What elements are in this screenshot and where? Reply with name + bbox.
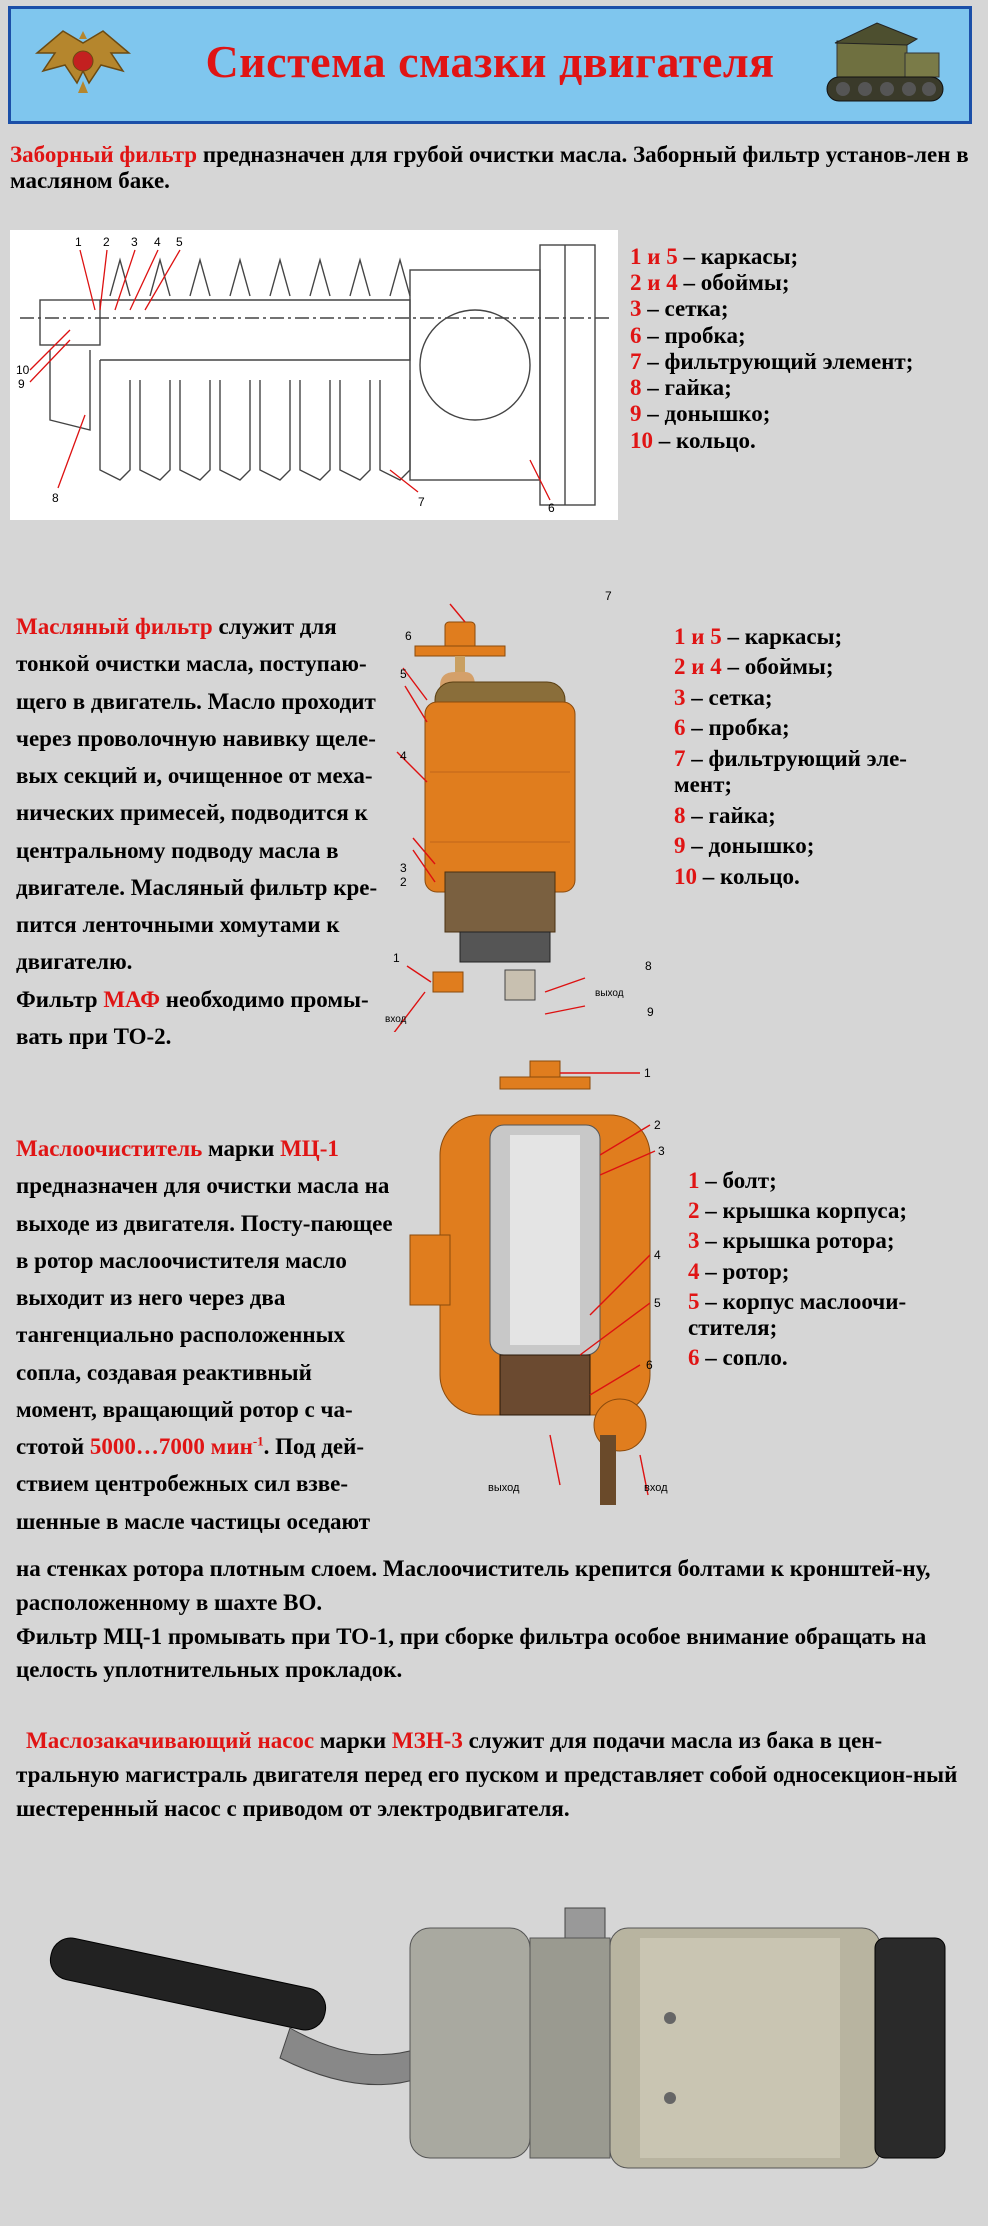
legend-item: 3 – сетка; xyxy=(674,684,773,710)
svg-text:1: 1 xyxy=(644,1066,651,1080)
svg-text:7: 7 xyxy=(605,589,612,603)
legend-item: 8 – гайка; xyxy=(674,802,776,828)
svg-text:3: 3 xyxy=(400,861,407,875)
legend-item: 10 – кольцо. xyxy=(674,863,800,889)
intake-filter-text: предназначен для грубой очистки масла. Заборный фильтр установ-лен в масляном баке. xyxy=(10,142,969,194)
legend-item: 10 – кольцо. xyxy=(630,427,756,453)
svg-text:4: 4 xyxy=(400,749,407,763)
intake-diagram-label: 5 xyxy=(176,235,183,249)
legend-item: 4 – ротор; xyxy=(688,1258,790,1284)
legend-item: 7 – фильтрующий эле-мент; xyxy=(674,745,907,798)
tracked-vehicle-icon xyxy=(817,21,947,117)
page-header xyxy=(8,6,972,124)
legend-item: 9 – донышко; xyxy=(674,833,815,859)
legend-item: 2 и 4 – обоймы; xyxy=(630,270,790,296)
page-title: Система смазки двигателя xyxy=(205,36,775,87)
legend-item: 9 – донышко; xyxy=(630,401,771,427)
legend-item: 8 – гайка; xyxy=(630,375,732,401)
legend-item: 6 – сопло. xyxy=(688,1345,788,1371)
centrifuge-photo xyxy=(400,1055,690,1510)
pump-photo xyxy=(40,1868,960,2214)
legend-item: 2 и 4 – обоймы; xyxy=(674,654,834,680)
intake-diagram-label: 10 xyxy=(16,363,30,377)
legend-item: 6 – пробка; xyxy=(630,322,746,348)
oil-filter-text: служит для тонкой очистки масла, поступаю-щего в двигатель. Масло проходит через проволочную навивку щеле-вых секций и, очищенное от меха-нических примесей, подводится к центральному подводу масла в двигателе. Масляный фильтр кре-пится ленточными хомутами к двигателю. xyxy=(16,614,378,975)
legend-item: 6 – пробка; xyxy=(674,715,790,741)
centrifuge-paragraph-continued: на стенках ротора плотным слоем. Маслоочиститель крепится болтами к кронштей-ну, расположенному в шахте ВО. Фильтр МЦ-1 промывать при ТО-1, при сборке фильтра особое внимание обращать на целость уплотнительных прокладок. xyxy=(16,1556,931,1683)
intake-diagram-label: 2 xyxy=(103,235,110,249)
svg-text:выход: выход xyxy=(595,988,624,999)
intake-diagram-label: 6 xyxy=(548,501,555,515)
oil-filter-name: Масляный фильтр xyxy=(16,614,213,639)
centrifuge-legend xyxy=(688,1168,938,1376)
svg-text:вход: вход xyxy=(644,1482,668,1494)
pump-brand: МЗН-3 xyxy=(391,1728,463,1753)
intake-diagram-label: 3 xyxy=(131,235,138,249)
svg-text:6: 6 xyxy=(646,1358,653,1372)
legend-item: 3 – сетка; xyxy=(630,296,729,322)
intake-diagram-label: 7 xyxy=(418,495,425,509)
legend-item: 1 – болт; xyxy=(688,1168,777,1193)
svg-text:9: 9 xyxy=(647,1005,654,1019)
oil-filter-legend xyxy=(674,624,944,894)
intake-diagram-label: 8 xyxy=(52,491,59,505)
legend-item: 3 – крышка ротора; xyxy=(688,1228,895,1254)
legend-item: 1 и 5 – каркасы; xyxy=(674,624,843,649)
svg-text:6: 6 xyxy=(405,629,412,643)
intake-filter-legend xyxy=(630,244,913,454)
intake-diagram-label: 9 xyxy=(18,377,25,391)
centrifuge-brand: МЦ-1 xyxy=(280,1136,339,1161)
intake-filter-name: Заборный фильтр xyxy=(10,142,198,167)
centrifuge-paragraph: Маслоочиститель марки МЦ-1 предназначен для очистки масла на выходе из двигателя. Посту-пающее в ротор маслоочистителя масло выходит из него через два тангенциально расположенных сопла, создавая реактивный момент, вращающий ротор с ча-стотой 5000…7000 мин$^{-1}$. Под дей-ствием центробежных сил взве-шенные в масле частицы оседают xyxy=(16,1136,393,1534)
legend-item: 5 – корпус маслоочи-стителя; xyxy=(688,1288,907,1341)
oil-filter-brand: МАФ xyxy=(103,986,160,1012)
rotor-speed: 5000…7000 мин xyxy=(89,1434,253,1459)
oil-filter-photo xyxy=(385,582,675,1032)
svg-text:2: 2 xyxy=(654,1118,661,1132)
svg-text:2: 2 xyxy=(400,875,407,889)
svg-text:3: 3 xyxy=(658,1144,665,1158)
svg-text:5: 5 xyxy=(654,1296,661,1310)
legend-item: 2 – крышка корпуса; xyxy=(688,1198,908,1224)
intake-diagram-label: 4 xyxy=(154,235,161,249)
svg-text:4: 4 xyxy=(654,1248,661,1262)
centrifuge-maintenance-note: Фильтр МЦ-1 промывать при ТО-1, при сборке фильтра особое внимание обращать на целость уплотнительных прокладок. xyxy=(16,1623,927,1683)
oil-filter-paragraph: Масляный фильтр служит для тонкой очистки масла, поступаю-щего в двигатель. Масло проходит через проволочную навивку щеле-вых секций и, очищенное от меха-нических примесей, подводится к центральному подводу масла в двигателе. Масляный фильтр кре-пится ленточными хомутами к двигателю. Фильтр МАФ необходимо промы-вать при ТО-2. xyxy=(16,614,378,1049)
centrifuge-name: Маслоочиститель xyxy=(16,1136,203,1161)
intake-diagram-label: 1 xyxy=(75,235,82,249)
pump-name: Маслозакачивающий насос xyxy=(26,1728,315,1753)
intake-filter-paragraph xyxy=(10,142,980,194)
svg-text:выход: выход xyxy=(488,1482,520,1494)
svg-text:вход: вход xyxy=(385,1014,407,1025)
pump-paragraph: Маслозакачивающий насос марки МЗН-3 служит для подачи масла из бака в цен-тральную магистраль двигателя перед его пуском и представляет собой односекцион-ный шестеренный насос с приводом от электродвигателя. xyxy=(16,1728,958,1821)
svg-text:5: 5 xyxy=(400,667,407,681)
intake-filter-drawing xyxy=(10,230,618,520)
legend-item: 7 – фильтрующий элемент; xyxy=(630,348,914,374)
svg-text:8: 8 xyxy=(645,959,652,973)
legend-item: 1 и 5 – каркасы; xyxy=(630,244,799,269)
svg-text:1: 1 xyxy=(393,951,400,965)
